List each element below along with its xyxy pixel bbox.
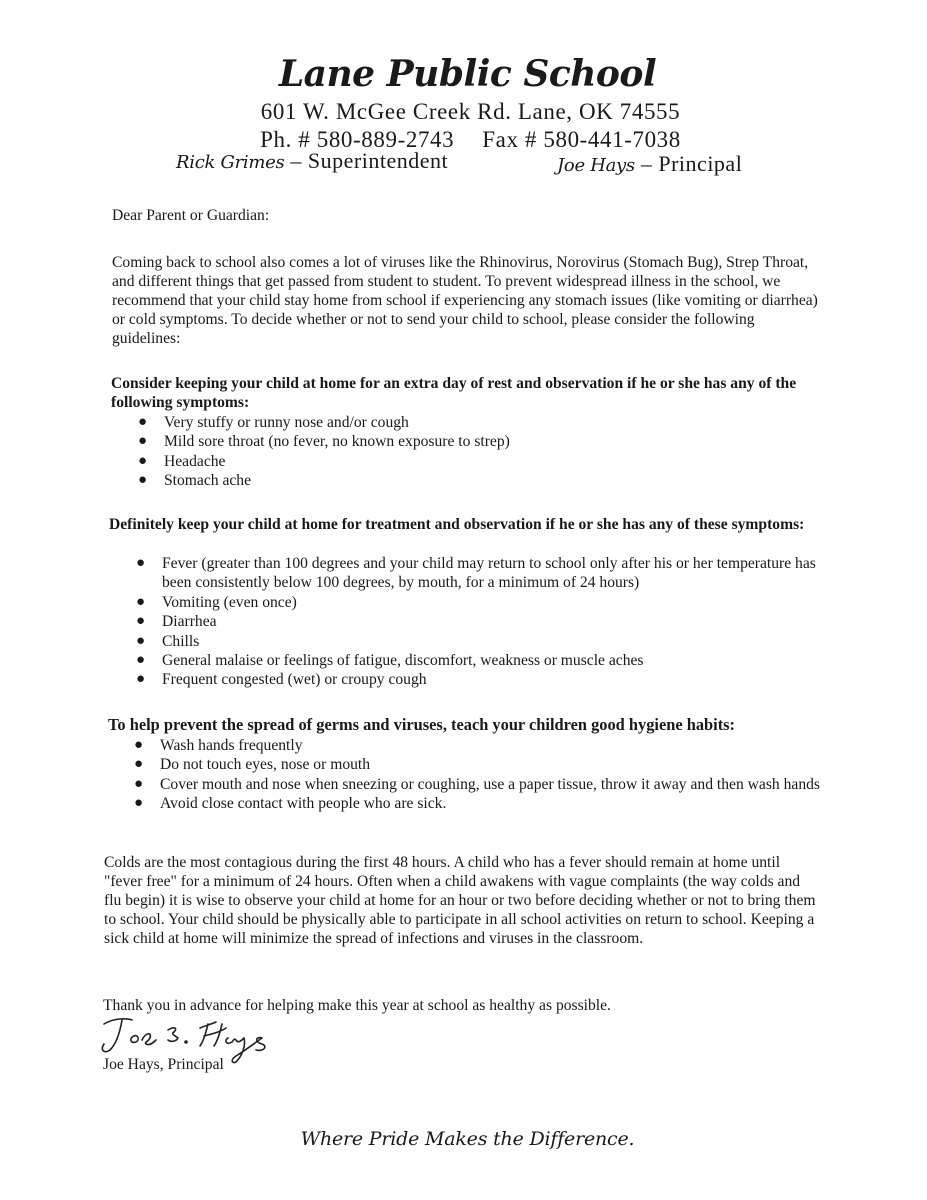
bullet-icon: ●	[136, 593, 146, 610]
list-item-text: Mild sore throat (no fever, no known exposure to strep)	[164, 433, 510, 451]
list-item	[138, 452, 818, 471]
bullet-icon: ●	[136, 632, 146, 649]
list-item	[134, 736, 824, 755]
list-item	[138, 471, 818, 490]
school-motto	[0, 1128, 927, 1150]
list-item	[138, 432, 818, 451]
list-item	[134, 755, 824, 774]
bullet-icon: ●	[136, 613, 146, 630]
list-item-text: Wash hands frequently	[160, 737, 303, 754]
superintendent	[176, 148, 448, 174]
section-heading-definitely: Definitely keep your child at home for treatment and observation if he or she has any of these symptoms:	[109, 516, 805, 533]
greeting: Dear Parent or Guardian:	[112, 207, 270, 224]
list-item-text: Headache	[164, 452, 226, 470]
bullet-icon: ●	[134, 795, 144, 812]
list-item	[136, 554, 826, 593]
list-item	[134, 775, 824, 794]
list-item-text: Chills	[162, 632, 200, 650]
list-item	[134, 794, 824, 813]
bullet-icon: ●	[134, 775, 144, 792]
list-item	[136, 632, 826, 651]
list-item	[138, 413, 818, 432]
bullet-icon: ●	[138, 414, 148, 430]
bullet-icon: ●	[136, 652, 146, 669]
thanks-line: Thank you in advance for helping make this year at school as healthy as possible.	[103, 997, 611, 1014]
motto-text: Where Pride Makes the Difference.	[300, 1128, 635, 1150]
list-item-text: Stomach ache	[164, 472, 252, 490]
staff-line	[0, 148, 927, 180]
section-heading-consider: Consider keeping your child at home for an extra day of rest and observation if he or she has any of the following symptoms:	[111, 375, 797, 411]
bullet-icon: ●	[138, 452, 148, 469]
phone-number: Ph. # 580-889-2743	[260, 127, 455, 152]
bullet-icon: ●	[134, 737, 144, 753]
list-item-text: Cover mouth and nose when sneezing or coughing, use a paper tissue, throw it away and then wash hands	[160, 775, 820, 793]
list-item-text: Fever (greater than 100 degrees and your child may return to school only after his or her temperature has been consistently below 100 degrees, by mouth, for a minimum of 24 hours)	[162, 555, 816, 592]
superintendent-title: – Superintendent	[290, 148, 449, 173]
list-item-text: Do not touch eyes, nose or mouth	[160, 756, 371, 774]
list-item	[136, 593, 826, 612]
list-item-text: Diarrhea	[162, 613, 217, 631]
letterhead	[0, 50, 927, 154]
symptom-list-definitely	[136, 554, 826, 690]
bullet-icon: ●	[138, 433, 148, 450]
list-item-text: General malaise or feelings of fatigue, discomfort, weakness or muscle aches	[162, 652, 644, 670]
bullet-icon: ●	[136, 555, 146, 571]
list-item-text: Frequent congested (wet) or croupy cough	[162, 671, 427, 689]
list-item	[136, 651, 826, 670]
closing-paragraph: Colds are the most contagious during the first 48 hours. A child who has a fever should remain at home until "fever free" for a minimum of 24 hours. Often when a child awakens with vague complaints (the way colds and flu begin) it is wise to observe your child at home for an hour or two before deciding whether or not to bring them to school. Your child should be physically able to participate in all school activities on return to school. Keeping a sick child at home will minimize the spread of infections and viruses in the classroom.	[104, 854, 816, 947]
fax-number: Fax # 580-441-7038	[482, 127, 681, 152]
list-item	[136, 670, 826, 689]
intro-paragraph: Coming back to school also comes a lot of viruses like the Rhinovirus, Norovirus (Stomach Bug), Strep Throat, and different things that get passed from student to student. To prevent widespread illness in the school, we recommend that your child stay home from school if experiencing any stomach issues (like vomiting or diarrhea) or cold symptoms. To decide whether or not to send your child to school, please consider the following guidelines:	[112, 254, 818, 347]
section-heading-hygiene: To help prevent the spread of germs and viruses, teach your children good hygiene habits:	[108, 715, 735, 734]
list-item-text: Avoid close contact with people who are sick.	[160, 795, 447, 813]
bullet-icon: ●	[138, 472, 148, 489]
school-address: 601 W. McGee Creek Rd. Lane, OK 74555	[260, 99, 681, 124]
principal-title: – Principal	[640, 151, 743, 176]
principal	[557, 151, 742, 177]
list-item-text: Vomiting (even once)	[162, 593, 297, 611]
principal-name: Joe Hays	[557, 155, 635, 176]
bullet-icon: ●	[136, 671, 146, 688]
list-item	[136, 612, 826, 631]
bullet-icon: ●	[134, 756, 144, 773]
signer-name: Joe Hays, Principal	[103, 1056, 224, 1073]
list-item-text: Very stuffy or runny nose and/or cough	[164, 414, 409, 431]
symptom-list-consider	[138, 413, 818, 491]
hygiene-list	[134, 736, 824, 814]
school-name: Lane Public School	[278, 53, 657, 95]
superintendent-name: Rick Grimes	[176, 152, 285, 173]
